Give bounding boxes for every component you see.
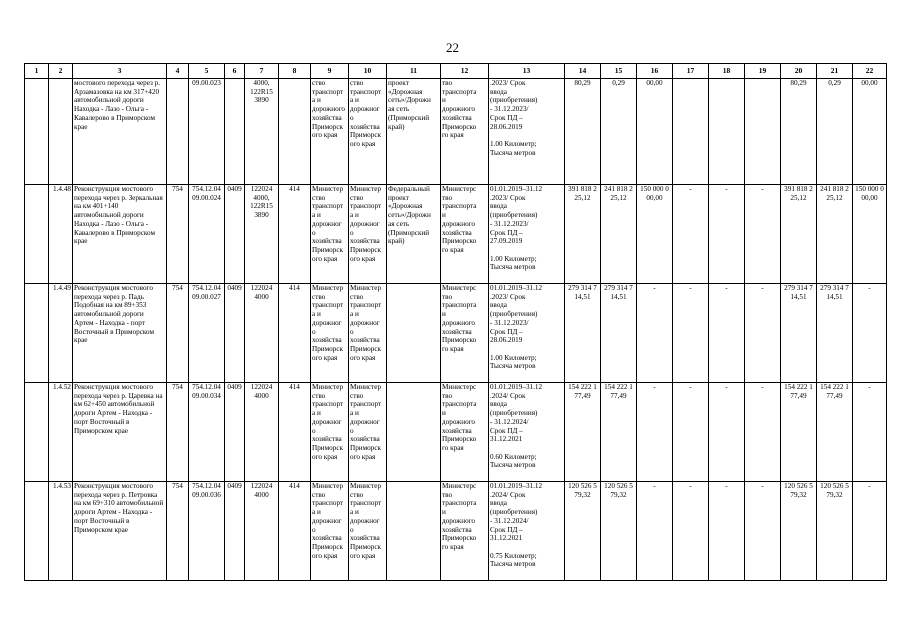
column-header-21: 21 [817,64,853,79]
cell-col-1 [25,284,49,383]
column-header-6: 6 [225,64,245,79]
cell-col-22: - [853,383,887,482]
cell-col-22: - [853,284,887,383]
cell-col-22: 150 000 0 00,00 [853,185,887,284]
cell-col-20: 80,29 [781,79,817,185]
cell-col-14: 154 222 1 77,49 [565,383,601,482]
cell-col-22: 00,00 [853,79,887,185]
cell-col-1 [25,482,49,581]
column-header-13: 13 [489,64,565,79]
cell-col-14: 80,29 [565,79,601,185]
cell-col-13: 01.01.2019–31.12 .2024/ Срок ввода (приобретения) - 31.12.2024/ Срок ПД – 31.12.2021 0.60 Километр; Тысяча метров [489,383,565,482]
table-row [25,383,887,482]
cell-col-13: 01.01.2019–31.12 .2024/ Срок ввода (приобретения) - 31.12.2024/ Срок ПД – 31.12.2021 0.75 Километр; Тысяча метров [489,482,565,581]
cell-col-1 [25,185,49,284]
cell-col-16: - [637,284,673,383]
column-header-7: 7 [245,64,279,79]
column-header-8: 8 [279,64,311,79]
cell-col-19: - [745,482,781,581]
column-header-4: 4 [167,64,189,79]
cell-col-21: 241 818 2 25,12 [817,185,853,284]
column-header-12: 12 [441,64,489,79]
cell-col-14: 391 818 2 25,12 [565,185,601,284]
cell-col-10: Министер ство транспорт а и дорожног о хозяйства Приморск ого края [349,383,387,482]
cell-col-15: 0,29 [601,79,637,185]
column-header-16: 16 [637,64,673,79]
cell-col-11: Федеральный проект «Дорожная сеть»/Дорожн ая сеть (Приморский край) [387,185,441,284]
cell-col-2: 1.4.48 [49,185,73,284]
cell-col-18 [709,79,745,185]
budget-table [24,63,887,581]
cell-col-11: проект «Дорожная сеть»/Дорожн ая сеть (Приморский край) [387,79,441,185]
cell-col-13: 01.01.2019–31.12 .2023/ Срок ввода (приобретения) - 31.12.2023/ Срок ПД – 28.06.2019 1.00 Километр; Тысяча метров [489,284,565,383]
cell-col-3: Реконструкция мостового перехода через р. Зеркальная на км 401+140 автомобильной дороги Находка - Лазо - Ольга - Кавалерово в Приморском крае [73,185,167,284]
cell-col-7: 4000, 122R15 3890 [245,79,279,185]
cell-col-10: Министер ство транспорт а и дорожног о хозяйства Приморск ого края [349,284,387,383]
cell-col-8: 414 [279,284,311,383]
cell-col-18: - [709,383,745,482]
cell-col-7: 122024 4000, 122R15 3890 [245,185,279,284]
cell-col-20: 279 314 7 14,51 [781,284,817,383]
cell-col-15: 120 526 5 79,32 [601,482,637,581]
cell-col-18: - [709,185,745,284]
column-header-20: 20 [781,64,817,79]
column-header-5: 5 [189,64,225,79]
cell-col-8 [279,79,311,185]
cell-col-15: 241 818 2 25,12 [601,185,637,284]
cell-col-4: 754 [167,284,189,383]
column-header-9: 9 [311,64,349,79]
cell-col-15: 279 314 7 14,51 [601,284,637,383]
cell-col-21: 154 222 1 77,49 [817,383,853,482]
cell-col-16: - [637,482,673,581]
cell-col-9: Министер ство транспорт а и дорожног о хозяйства Приморск ого края [311,284,349,383]
cell-col-2 [49,79,73,185]
cell-col-13: .2023/ Срок ввода (приобретения) - 31.12.2023/ Срок ПД – 28.06.2019 1.00 Километр; Тысяча метров [489,79,565,185]
cell-col-5: 09.00.023 [189,79,225,185]
cell-col-5: 754.12.04 09.00.027 [189,284,225,383]
cell-col-4: 754 [167,482,189,581]
cell-col-6: 0409 [225,284,245,383]
cell-col-11 [387,284,441,383]
cell-col-7: 122024 4000 [245,284,279,383]
cell-col-16: 00,00 [637,79,673,185]
cell-col-3: Реконструкция мостового перехода через р. Петровка на км 69+310 автомобильной дороги Артем - Находка - порт Восточный в Приморском крае [73,482,167,581]
cell-col-5: 754.12.04 09.00.024 [189,185,225,284]
cell-col-12: Министерс тво транспорта и дорожного хозяйства Приморско го края [441,482,489,581]
cell-col-21: 120 526 5 79,32 [817,482,853,581]
cell-col-20: 391 818 2 25,12 [781,185,817,284]
table-row [25,284,887,383]
cell-col-6: 0409 [225,383,245,482]
cell-col-12: Министерс тво транспорта и дорожного хозяйства Приморско го края [441,185,489,284]
cell-col-7: 122024 4000 [245,383,279,482]
column-header-11: 11 [387,64,441,79]
cell-col-20: 154 222 1 77,49 [781,383,817,482]
table-row [25,482,887,581]
cell-col-19 [745,79,781,185]
cell-col-17: - [673,383,709,482]
cell-col-19: - [745,383,781,482]
page-number: 22 [446,40,459,55]
column-header-17: 17 [673,64,709,79]
cell-col-5: 754.12.04 09.00.036 [189,482,225,581]
cell-col-6 [225,79,245,185]
cell-col-19: - [745,284,781,383]
cell-col-1 [25,79,49,185]
cell-col-9: Министер ство транспорт а и дорожног о хозяйства Приморск ого края [311,383,349,482]
cell-col-4: 754 [167,383,189,482]
cell-col-7: 122024 4000 [245,482,279,581]
cell-col-20: 120 526 5 79,32 [781,482,817,581]
cell-col-17: - [673,185,709,284]
cell-col-19: - [745,185,781,284]
cell-col-6: 0409 [225,185,245,284]
column-header-3: 3 [73,64,167,79]
cell-col-13: 01.01.2019–31.12 .2023/ Срок ввода (приобретения) - 31.12.2023/ Срок ПД – 27.09.2019 1.00 Километр; Тысяча метров [489,185,565,284]
cell-col-11 [387,482,441,581]
column-header-10: 10 [349,64,387,79]
cell-col-4 [167,79,189,185]
cell-col-12: Министерс тво транспорта и дорожного хозяйства Приморско го края [441,284,489,383]
cell-col-5: 754.12.04 09.00.034 [189,383,225,482]
table-row [25,79,887,185]
cell-col-10: Министер ство транспорт а и дорожног о хозяйства Приморск ого края [349,482,387,581]
cell-col-21: 0,29 [817,79,853,185]
cell-col-2: 1.4.52 [49,383,73,482]
column-header-15: 15 [601,64,637,79]
column-header-2: 2 [49,64,73,79]
column-header-19: 19 [745,64,781,79]
cell-col-15: 154 222 1 77,49 [601,383,637,482]
cell-col-9: ство транспорт а и дорожного хозяйства Приморск ого края [311,79,349,185]
cell-col-18: - [709,284,745,383]
cell-col-6: 0409 [225,482,245,581]
cell-col-12: тво транспорта и дорожного хозяйства Приморско го края [441,79,489,185]
column-header-18: 18 [709,64,745,79]
cell-col-8: 414 [279,383,311,482]
cell-col-3: мостового перехода через р. Арзамазовка на км 317+420 автомобильной дороги Находка - Лазо - Ольга - Кавалерово в Приморском крае [73,79,167,185]
cell-col-8: 414 [279,185,311,284]
cell-col-16: 150 000 0 00,00 [637,185,673,284]
cell-col-12: Министерс тво транспорта и дорожного хозяйства Приморско го края [441,383,489,482]
cell-col-14: 279 314 7 14,51 [565,284,601,383]
table-row [25,185,887,284]
cell-col-10: ство транспорт а и дорожног о хозяйства Приморск ого края [349,79,387,185]
cell-col-9: Министер ство транспорт а и дорожног о хозяйства Приморск ого края [311,185,349,284]
cell-col-3: Реконструкция мостового перехода через р. Падь Подобная на км 89+353 автомобильной дороги Артем - Находка - порт Восточный в Приморском крае [73,284,167,383]
cell-col-17: - [673,482,709,581]
table-header-row [25,64,887,79]
cell-col-22: - [853,482,887,581]
column-header-1: 1 [25,64,49,79]
cell-col-11 [387,383,441,482]
cell-col-17: - [673,284,709,383]
cell-col-21: 279 314 7 14,51 [817,284,853,383]
cell-col-18: - [709,482,745,581]
cell-col-8: 414 [279,482,311,581]
cell-col-9: Министер ство транспорт а и дорожног о хозяйства Приморск ого края [311,482,349,581]
cell-col-10: Министер ство транспорт а и дорожног о хозяйства Приморск ого края [349,185,387,284]
cell-col-16: - [637,383,673,482]
column-header-22: 22 [853,64,887,79]
cell-col-1 [25,383,49,482]
cell-col-4: 754 [167,185,189,284]
cell-col-14: 120 526 5 79,32 [565,482,601,581]
cell-col-17 [673,79,709,185]
cell-col-2: 1.4.53 [49,482,73,581]
cell-col-3: Реконструкция мостового перехода через р. Царевка на км 62+450 автомобильной дороги Артем - Находка - порт Восточный в Приморском крае [73,383,167,482]
column-header-14: 14 [565,64,601,79]
cell-col-2: 1.4.49 [49,284,73,383]
